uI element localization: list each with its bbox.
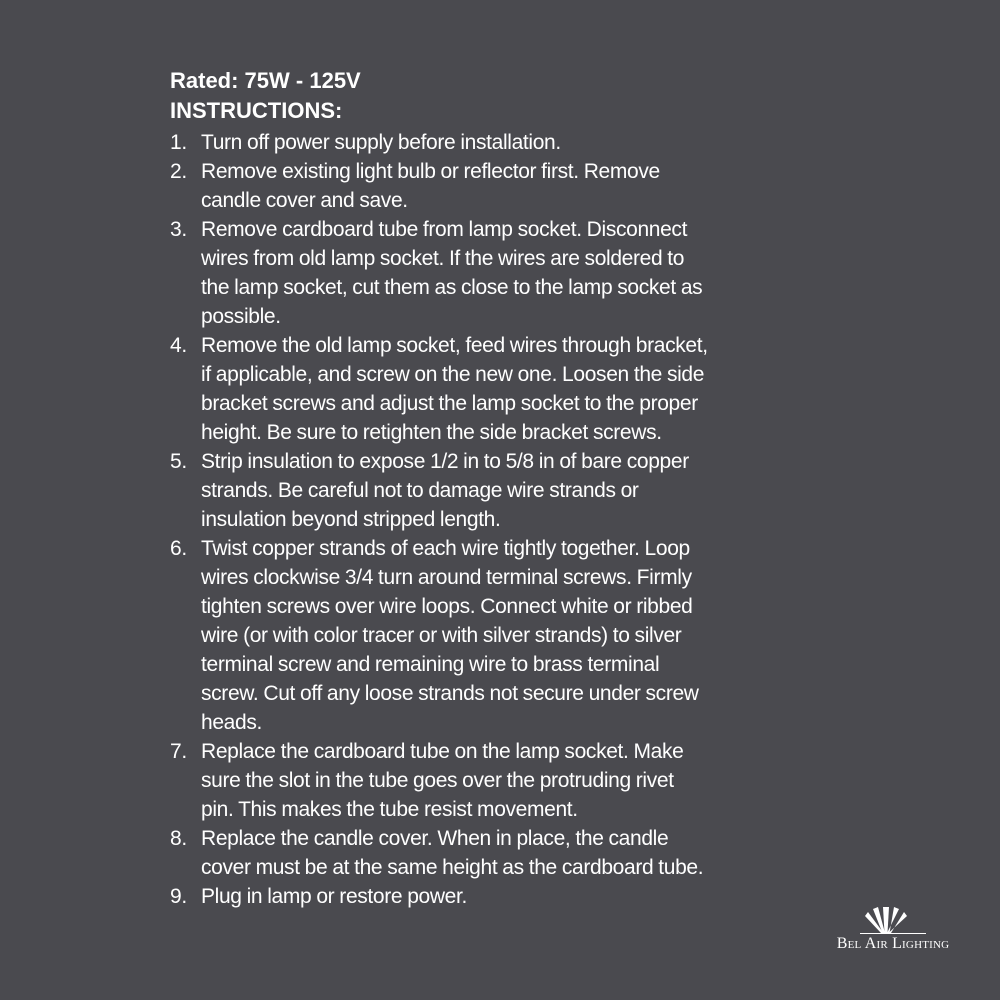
step-number: 9.: [170, 885, 187, 908]
step-text: Remove existing light bulb or reflector first. Remove candle cover and save.: [201, 160, 660, 212]
instruction-step: [170, 331, 770, 447]
instruction-step: [170, 157, 770, 215]
step-text: Replace the candle cover. When in place, the candle cover must be at the same height as the cardboard tube.: [201, 827, 704, 879]
step-number: 5.: [170, 450, 187, 473]
instruction-steps: [170, 128, 770, 911]
step-number: 3.: [170, 218, 187, 241]
instruction-step: [170, 534, 770, 737]
instructions-heading: INSTRUCTIONS:: [170, 98, 343, 123]
step-number: 7.: [170, 740, 187, 763]
logo-divider: [860, 933, 926, 934]
step-number: 1.: [170, 131, 187, 154]
step-number: 6.: [170, 537, 187, 560]
logo-wordmark: Bel Air Lighting: [836, 935, 950, 952]
instruction-step: [170, 128, 770, 157]
step-text: Turn off power supply before installation.: [201, 131, 561, 154]
bel-air-lighting-logo: [818, 903, 968, 963]
rating-label: Rated: 75W - 125V: [170, 68, 361, 93]
sunburst-logo-icon: [863, 903, 909, 933]
instruction-step: [170, 215, 770, 331]
step-text: Strip insulation to expose 1/2 in to 5/8 in of bare copper strands. Be careful not to damage wire strands or insulation beyond stripped length.: [201, 450, 689, 531]
step-number: 8.: [170, 827, 187, 850]
instruction-step: [170, 882, 770, 911]
instruction-step: [170, 737, 770, 824]
step-number: 4.: [170, 334, 187, 357]
step-text: Remove cardboard tube from lamp socket. Disconnect wires from old lamp socket. If the wires are soldered to the lamp socket, cut them as close to the lamp socket as possible.: [201, 218, 703, 328]
instructions-panel: [170, 66, 770, 911]
step-text: Remove the old lamp socket, feed wires through bracket, if applicable, and screw on the new one. Loosen the side bracket screws and adjust the lamp socket to the proper height. Be sure to retighten the side bracket screws.: [201, 334, 708, 444]
step-text: Replace the cardboard tube on the lamp socket. Make sure the slot in the tube goes over the protruding rivet pin. This makes the tube resist movement.: [201, 740, 684, 821]
step-number: 2.: [170, 160, 187, 183]
instruction-step: [170, 447, 770, 534]
instruction-step: [170, 824, 770, 882]
step-text: Twist copper strands of each wire tightly together. Loop wires clockwise 3/4 turn around terminal screws. Firmly tighten screws over wire loops. Connect white or ribbed wire (or with color tracer or with silver strands) to silver terminal screw and remaining wire to brass terminal screw. Cut off any loose strands not secure under screw heads.: [201, 537, 699, 734]
step-text: Plug in lamp or restore power.: [201, 885, 467, 908]
